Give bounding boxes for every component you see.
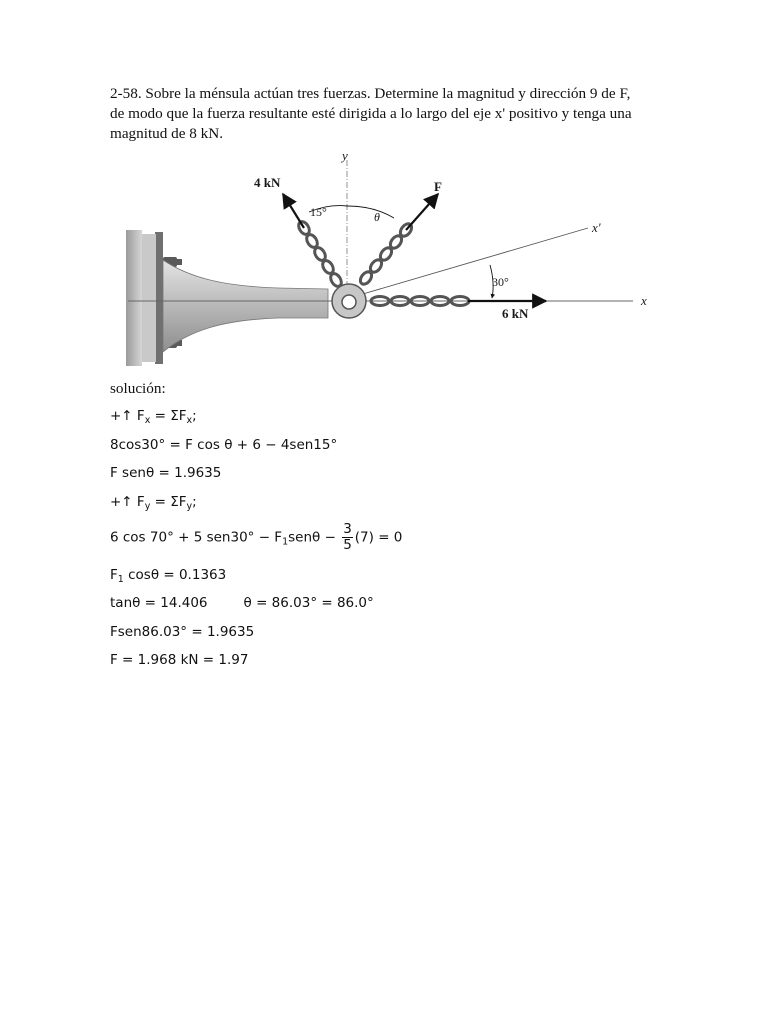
equation-sum-fy-lead: +↑ F <box>110 494 145 510</box>
solution-label: solución: <box>110 380 166 397</box>
label-y-axis: y <box>342 148 348 163</box>
equation-f1-cos-tail: cosθ = 0.1363 <box>123 567 227 583</box>
chain-4kn <box>296 220 343 289</box>
equation-sum-fx <box>110 408 197 426</box>
equation-sum-fx-sub1: x <box>144 415 151 426</box>
equation-fsen: F senθ = 1.9635 <box>110 465 222 481</box>
equation-theta-value: θ = 86.03° = 86.0° <box>243 595 374 611</box>
bracket-force-figure <box>118 148 658 370</box>
label-6kn: 6 kN <box>502 306 529 321</box>
problem-statement <box>110 84 660 144</box>
label-x-axis: x <box>641 293 647 308</box>
fraction-three-fifths <box>342 522 353 553</box>
equation-sum-fy-mid: = ΣF <box>150 494 187 510</box>
arrow-4kn <box>283 194 304 228</box>
arrow-f <box>406 194 438 230</box>
equation-sum-fy-tail: ; <box>192 494 197 510</box>
equation-sum-fx-sub2: x <box>186 415 193 426</box>
chain-f <box>358 222 414 287</box>
label-f: F <box>434 179 442 194</box>
equation-y-balance-lead: 6 cos 70° + 5 sen30° − F <box>110 529 283 546</box>
fraction-numerator: 3 <box>343 521 352 537</box>
equation-sum-fx-lead: +↑ F <box>110 408 145 424</box>
label-x-prime-axis: x' <box>592 220 601 235</box>
problem-line-1: 2-58. Sobre la ménsula actúan tres fuerzas. Determine la magnitud y dirección 9 de F, <box>110 85 631 102</box>
equation-y-balance <box>110 522 402 553</box>
label-angle-15: 15° <box>310 205 327 219</box>
wall-plate <box>126 230 163 366</box>
equation-sum-fy <box>110 494 197 512</box>
bracket-arm <box>163 260 328 352</box>
x-prime-axis-line <box>356 228 588 296</box>
equation-sum-fy-sub1: y <box>144 501 151 512</box>
angle-arc-theta <box>347 206 394 218</box>
equation-final-f: F = 1.968 kN = 1.97 <box>110 652 249 668</box>
equation-y-balance-sub: 1 <box>282 536 289 548</box>
equation-y-balance-mid: senθ − <box>288 529 336 546</box>
equation-f1-cos-sub: 1 <box>117 574 124 585</box>
fraction-denominator: 5 <box>343 537 352 553</box>
equation-sum-fx-tail: ; <box>192 408 197 424</box>
equation-x-balance: 8cos30° = F cos θ + 6 − 4sen15° <box>110 437 338 453</box>
equation-tan-theta <box>110 595 374 611</box>
equation-fsen-check: Fsen86.03° = 1.9635 <box>110 624 255 640</box>
label-angle-theta: θ <box>374 210 380 224</box>
label-4kn: 4 kN <box>254 175 281 190</box>
problem-line-3: magnitud de 8 kN. <box>110 125 224 142</box>
problem-line-2: de modo que la fuerza resultante esté dirigida a lo largo del eje x' positivo y tenga una <box>110 105 632 122</box>
equation-tan-value: tanθ = 14.406 <box>110 595 208 611</box>
equation-f1-cos-lead: F <box>110 567 118 583</box>
eye-ring <box>332 284 366 318</box>
equation-sum-fx-mid: = ΣF <box>150 408 187 424</box>
equation-sum-fy-sub2: y <box>186 501 193 512</box>
label-angle-30: 30° <box>492 275 509 289</box>
equation-f1-cos <box>110 567 226 585</box>
equation-y-balance-tail: (7) = 0 <box>354 529 403 546</box>
